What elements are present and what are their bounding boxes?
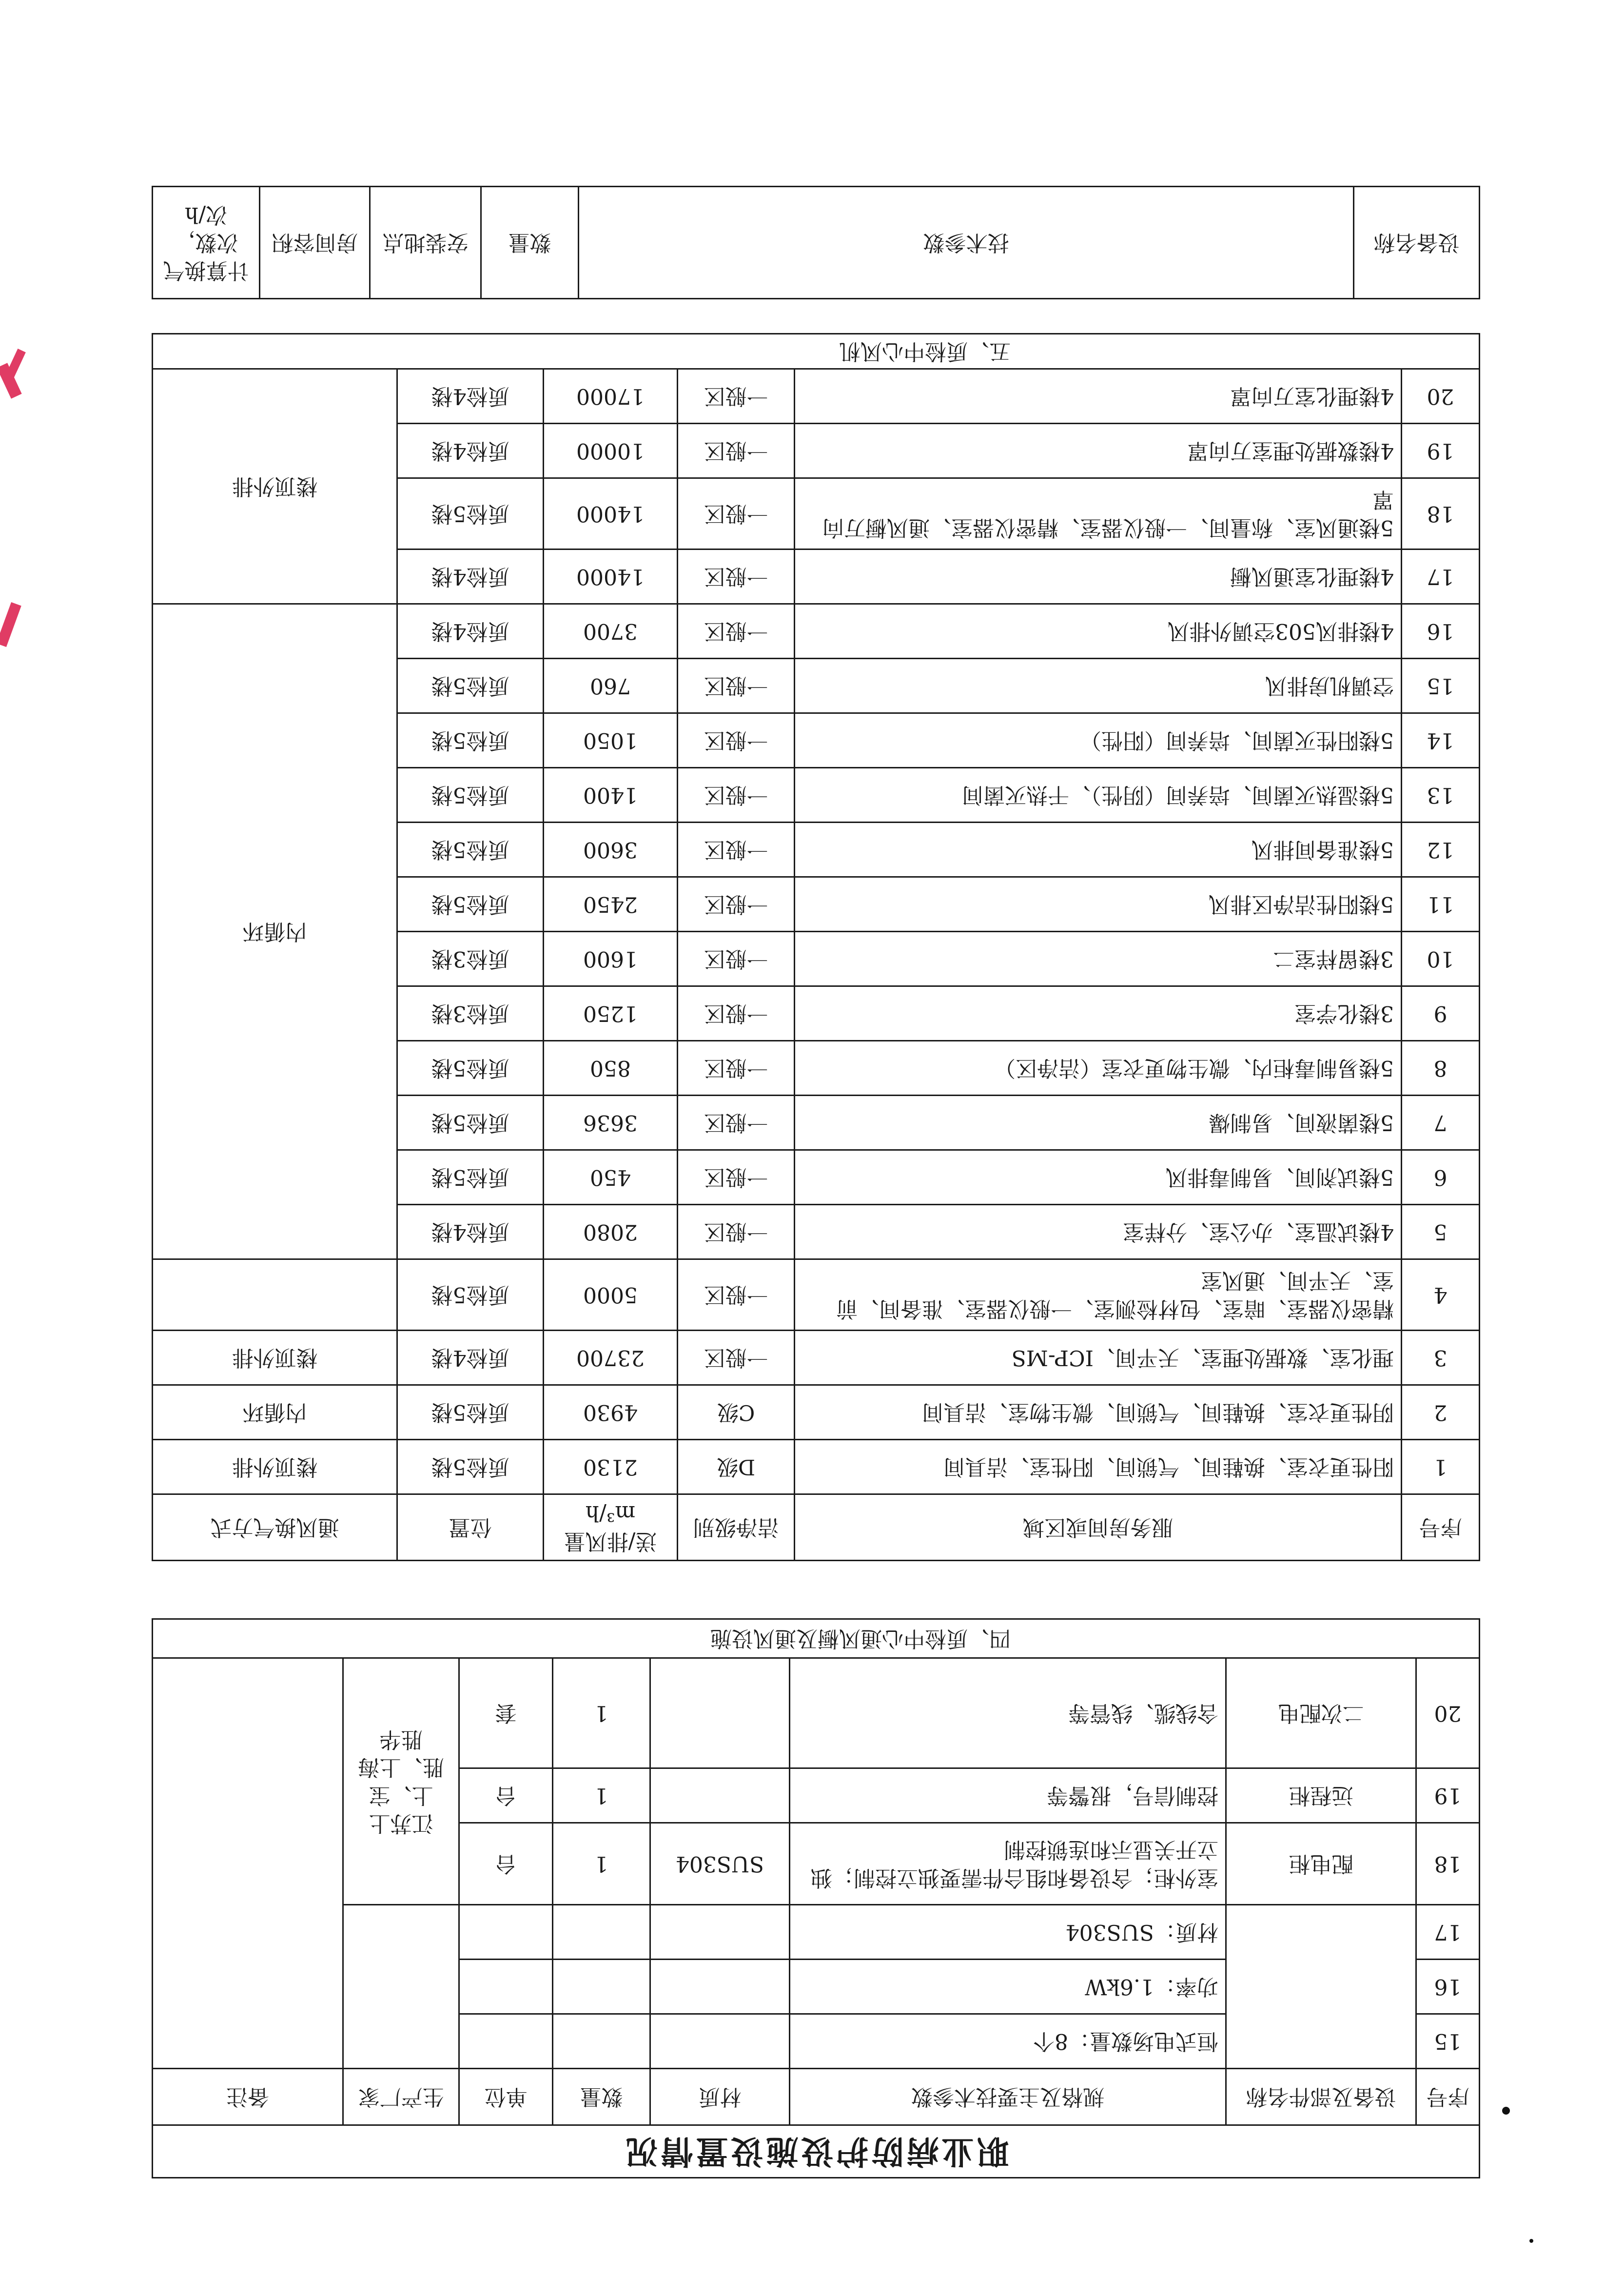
area-cell: 精密仪器室、暗室、包材检测室、一般仪器室、准备间、前室、天平间、通风室	[795, 1259, 1402, 1331]
fan-table	[152, 186, 1480, 299]
material-cell	[650, 1905, 790, 1960]
maker-cell	[343, 1905, 459, 2069]
area-cell: 4楼排风503空调外排风	[795, 604, 1402, 659]
grade-cell: 一般区	[678, 1205, 795, 1259]
qty-cell	[553, 1960, 650, 2014]
spec-cell: 恒式电场数量：8个	[790, 2014, 1226, 2069]
unit-cell	[459, 1960, 553, 2014]
position-cell: 质检5楼	[397, 1385, 544, 1440]
flow-cell: 17000	[544, 369, 678, 424]
position-cell: 质检4楼	[397, 1205, 544, 1259]
col-header: 生产厂家	[343, 2069, 459, 2125]
col-header: 送/排风量 m³/h	[544, 1494, 678, 1561]
section-heading: 五、质检中心风机	[153, 334, 1480, 369]
scan-dot	[1502, 2107, 1510, 2115]
row-number: 14	[1402, 713, 1480, 768]
red-mark	[0, 602, 21, 647]
grade-cell: 一般区	[678, 1259, 795, 1331]
scan-dot	[1529, 2239, 1533, 2243]
position-cell: 质检4楼	[397, 369, 544, 424]
area-cell: 5楼通风室、称量间、一般仪器室、精密仪器室、通风橱万向罩	[795, 478, 1402, 549]
position-cell: 质检5楼	[397, 768, 544, 823]
area-cell: 5楼菌液间、易制爆	[795, 1096, 1402, 1150]
area-cell: 5楼易制毒柜内、微生物更衣室（洁净区）	[795, 1041, 1402, 1096]
col-header: 计算换气次数，次/h	[153, 187, 260, 299]
mode-cell: 楼顶外排	[153, 1331, 397, 1385]
position-cell: 质检5楼	[397, 1259, 544, 1331]
position-cell: 质检5楼	[397, 877, 544, 932]
page-title: 职业病防护设施设置情况	[153, 2125, 1480, 2178]
material-cell	[650, 2014, 790, 2069]
grade-cell: 一般区	[678, 1096, 795, 1150]
col-header: 数量	[553, 2069, 650, 2125]
unit-cell	[459, 1905, 553, 1960]
grade-cell: 一般区	[678, 604, 795, 659]
col-header: 房间容积	[260, 187, 370, 299]
position-cell: 质检5楼	[397, 1150, 544, 1205]
flow-cell: 760	[544, 659, 678, 713]
spec-cell: 控制信号，报警等	[790, 1768, 1226, 1823]
row-number: 8	[1402, 1041, 1480, 1096]
material-cell	[650, 1658, 790, 1768]
position-cell: 质检3楼	[397, 932, 544, 986]
grade-cell: 一般区	[678, 932, 795, 986]
row-number: 12	[1402, 823, 1480, 877]
row-number: 6	[1402, 1150, 1480, 1205]
grade-cell: 一般区	[678, 877, 795, 932]
row-number: 17	[1402, 549, 1480, 604]
area-cell: 3楼留样室二	[795, 932, 1402, 986]
mode-cell: 内循环	[153, 604, 397, 1259]
grade-cell: C级	[678, 1385, 795, 1440]
unit-cell	[459, 2014, 553, 2069]
flow-cell: 1400	[544, 768, 678, 823]
position-cell: 质检4楼	[397, 424, 544, 478]
flow-cell: 2450	[544, 877, 678, 932]
mode-cell: 楼顶外排	[153, 1440, 397, 1494]
area-cell: 4楼理化室通风橱	[795, 549, 1402, 604]
area-cell: 阴性更衣室、换鞋间、气锁间、微生物室、洁具间	[795, 1385, 1402, 1440]
row-number: 16	[1416, 1960, 1480, 2014]
flow-cell: 14000	[544, 478, 678, 549]
row-number: 19	[1416, 1768, 1480, 1823]
row-number: 18	[1402, 478, 1480, 549]
grade-cell: 一般区	[678, 823, 795, 877]
flow-cell: 3600	[544, 823, 678, 877]
col-header: 服务房间或区域	[795, 1494, 1402, 1561]
remark-cell	[153, 1658, 343, 2069]
grade-cell: 一般区	[678, 768, 795, 823]
row-number: 11	[1402, 877, 1480, 932]
maker-cell: 江苏上上、宝胜、上海胜华	[343, 1658, 459, 1905]
grade-cell: 一般区	[678, 424, 795, 478]
grade-cell: D级	[678, 1440, 795, 1494]
spec-cell: 材质：SUS304	[790, 1905, 1226, 1960]
area-cell: 5楼试剂间、易制毒排风	[795, 1150, 1402, 1205]
position-cell: 质检4楼	[397, 604, 544, 659]
area-cell: 5楼阳性灭菌间、培养间（阳性）	[795, 713, 1402, 768]
grade-cell: 一般区	[678, 549, 795, 604]
material-cell	[650, 1768, 790, 1823]
col-header: 技术参数	[579, 187, 1354, 299]
flow-cell: 3636	[544, 1096, 678, 1150]
area-cell: 5楼湿热灭菌间、培养间（阴性）、干热灭菌间	[795, 768, 1402, 823]
unit-cell: 套	[459, 1658, 553, 1768]
qty-cell: 1	[553, 1823, 650, 1905]
position-cell: 质检5楼	[397, 713, 544, 768]
position-cell: 质检4楼	[397, 1331, 544, 1385]
unit-cell: 台	[459, 1768, 553, 1823]
col-header: 序号	[1402, 1494, 1480, 1561]
row-number: 5	[1402, 1205, 1480, 1259]
flow-cell: 2080	[544, 1205, 678, 1259]
col-header: 数量	[481, 187, 579, 299]
area-cell: 5楼阳性洁净区排风	[795, 877, 1402, 932]
area-cell: 5楼准备间排风	[795, 823, 1402, 877]
item-name-cell	[1226, 1905, 1416, 2069]
item-name: 配电柜	[1226, 1823, 1416, 1905]
area-cell: 4楼数据处理室万向罩	[795, 424, 1402, 478]
position-cell: 质检5楼	[397, 1096, 544, 1150]
col-header: 序号	[1416, 2069, 1480, 2125]
flow-cell: 450	[544, 1150, 678, 1205]
grade-cell: 一般区	[678, 478, 795, 549]
position-cell: 质检5楼	[397, 823, 544, 877]
flow-cell: 3700	[544, 604, 678, 659]
row-number: 4	[1402, 1259, 1480, 1331]
col-header: 设备及部件名称	[1226, 2069, 1416, 2125]
row-number: 19	[1402, 424, 1480, 478]
row-number: 15	[1402, 659, 1480, 713]
row-number: 18	[1416, 1823, 1480, 1905]
material-cell	[650, 1960, 790, 2014]
row-number: 2	[1402, 1385, 1480, 1440]
unit-cell: 台	[459, 1823, 553, 1905]
flow-cell: 1050	[544, 713, 678, 768]
flow-cell: 1600	[544, 932, 678, 986]
col-header: 安装地点	[370, 187, 481, 299]
grade-cell: 一般区	[678, 1041, 795, 1096]
mode-cell	[153, 1259, 397, 1331]
grade-cell: 一般区	[678, 369, 795, 424]
grade-cell: 一般区	[678, 659, 795, 713]
grade-cell: 一般区	[678, 1331, 795, 1385]
area-cell: 4楼理化室万向罩	[795, 369, 1402, 424]
flow-cell: 850	[544, 1041, 678, 1096]
grade-cell: 一般区	[678, 1150, 795, 1205]
position-cell: 质检5楼	[397, 1041, 544, 1096]
flow-cell: 5000	[544, 1259, 678, 1331]
spec-cell: 室外柜；含设备和组合件需要独立控制；独立开关显示和连锁控制	[790, 1823, 1226, 1905]
qty-cell: 1	[553, 1658, 650, 1768]
row-number: 9	[1402, 986, 1480, 1041]
position-cell: 质检5楼	[397, 659, 544, 713]
position-cell: 质检5楼	[397, 1440, 544, 1494]
position-cell: 质检5楼	[397, 478, 544, 549]
qty-cell: 1	[553, 1768, 650, 1823]
row-number: 1	[1402, 1440, 1480, 1494]
qty-cell	[553, 2014, 650, 2069]
row-number: 10	[1402, 932, 1480, 986]
row-number: 15	[1416, 2014, 1480, 2069]
col-header: 材质	[650, 2069, 790, 2125]
area-cell: 空调机房排风	[795, 659, 1402, 713]
row-number: 20	[1402, 369, 1480, 424]
row-number: 3	[1402, 1331, 1480, 1385]
area-cell: 阳性更衣室、换鞋间、气锁间、阳性室、洁具间	[795, 1440, 1402, 1494]
spec-cell: 功率：1.6kW	[790, 1960, 1226, 2014]
grade-cell: 一般区	[678, 713, 795, 768]
mode-cell: 内循环	[153, 1385, 397, 1440]
flow-cell: 2130	[544, 1440, 678, 1494]
position-cell: 质检3楼	[397, 986, 544, 1041]
col-header: 位置	[397, 1494, 544, 1561]
qty-cell	[553, 1905, 650, 1960]
row-number: 20	[1416, 1658, 1480, 1768]
red-mark	[5, 349, 26, 379]
row-number: 7	[1402, 1096, 1480, 1150]
col-header: 单位	[459, 2069, 553, 2125]
row-number: 13	[1402, 768, 1480, 823]
col-header: 洁净级别	[678, 1494, 795, 1561]
item-name: 远程柜	[1226, 1768, 1416, 1823]
col-header: 通风换气方式	[153, 1494, 397, 1561]
section-heading: 四、质检中心通风橱及通风设施	[153, 1619, 1480, 1658]
material-cell: SUS304	[650, 1823, 790, 1905]
item-name: 二次配电	[1226, 1658, 1416, 1768]
area-cell: 理化室、数据处理室、天平间、ICP-MS	[795, 1331, 1402, 1385]
col-header: 规格及主要技术参数	[790, 2069, 1226, 2125]
flow-cell: 10000	[544, 424, 678, 478]
equipment-table	[152, 1618, 1480, 2178]
flow-cell: 23700	[544, 1331, 678, 1385]
grade-cell: 一般区	[678, 986, 795, 1041]
mode-cell: 楼顶外排	[153, 369, 397, 604]
col-header: 备注	[153, 2069, 343, 2125]
spec-cell: 含线缆、线管等	[790, 1658, 1226, 1768]
flow-cell: 14000	[544, 549, 678, 604]
row-number: 16	[1402, 604, 1480, 659]
flow-cell: 1250	[544, 986, 678, 1041]
col-header: 设备名称	[1354, 187, 1480, 299]
area-cell: 3楼化学室	[795, 986, 1402, 1041]
position-cell: 质检4楼	[397, 549, 544, 604]
area-cell: 4楼试温室、办公室、分样室	[795, 1205, 1402, 1259]
flow-cell: 4930	[544, 1385, 678, 1440]
ventilation-table	[152, 333, 1480, 1561]
row-number: 17	[1416, 1905, 1480, 1960]
